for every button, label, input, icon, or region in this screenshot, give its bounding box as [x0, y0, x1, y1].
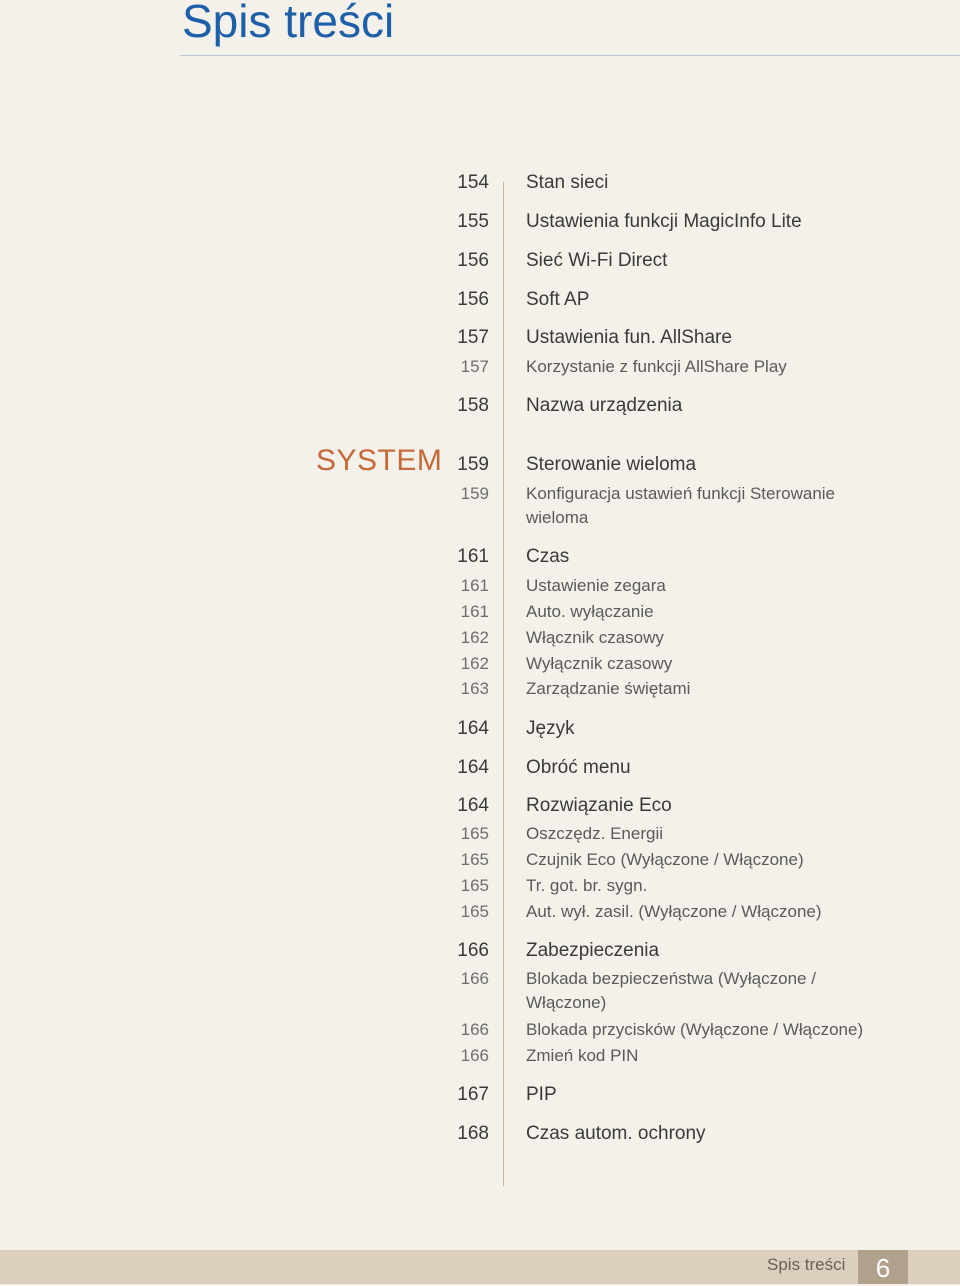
toc-page-number: 166	[460, 1020, 489, 1039]
toc-entry-title: Rozwiązanie Eco	[526, 795, 672, 816]
toc-page-number: 166	[460, 1046, 489, 1065]
toc-entry-title: Zabezpieczenia	[526, 940, 660, 961]
toc-page-number: 159	[457, 454, 489, 475]
page-title: Spis treści	[182, 0, 395, 47]
toc-page-number: 159	[460, 484, 489, 503]
toc-entry-title: Tr. got. br. sygn.	[526, 876, 648, 895]
toc-entry-title: Blokada przycisków (Wyłączone / Włączone)	[526, 1020, 864, 1039]
toc-page-number: 157	[457, 327, 489, 348]
toc-entry-title: Blokada bezpieczeństwa (Wyłączone / Włączone)	[526, 969, 816, 1012]
toc-page-number: 168	[457, 1123, 489, 1144]
toc-page-number: 164	[457, 795, 489, 816]
toc-entry-title: Czas autom. ochrony	[526, 1123, 706, 1144]
toc-page-number: 162	[460, 654, 489, 673]
toc-entry-title: PIP	[526, 1084, 557, 1105]
toc-entry-title: Oszczędz. Energii	[526, 824, 663, 843]
toc-page-number: 164	[457, 718, 489, 739]
toc-entry-title: Ustawienia funkcji MagicInfo Lite	[526, 211, 802, 232]
toc-entry-title: Sieć Wi-Fi Direct	[526, 250, 668, 271]
toc-page-number: 162	[460, 628, 489, 647]
toc-page-number: 154	[457, 172, 489, 193]
toc-page-number: 155	[457, 211, 489, 232]
toc-entry-title: Aut. wył. zasil. (Wyłączone / Włączone)	[526, 902, 822, 921]
toc-page-number: 156	[457, 289, 489, 310]
page-number: 6	[875, 1253, 891, 1283]
toc-page-number: 165	[460, 902, 489, 921]
toc-page-number: 165	[460, 850, 489, 869]
toc-entry-title: Ustawienie zegara	[526, 576, 666, 595]
toc-page-number: 161	[460, 576, 489, 595]
toc-page-number: 166	[460, 969, 489, 988]
toc-page-number: 166	[457, 940, 489, 961]
toc-entry-title: Sterowanie wieloma	[526, 454, 697, 475]
toc-entry-title: Auto. wyłączanie	[526, 602, 654, 621]
toc-entry-title: Nazwa urządzenia	[526, 395, 683, 416]
toc-entry-title: Czas	[526, 546, 570, 567]
toc-entry-title: Zmień kod PIN	[526, 1046, 639, 1065]
toc-entry-title: Czujnik Eco (Wyłączone / Włączone)	[526, 850, 804, 869]
toc-entry-title: Stan sieci	[526, 172, 609, 193]
toc-page-number: 167	[457, 1084, 489, 1105]
toc-page-number: 163	[460, 679, 489, 698]
toc-page-number: 161	[460, 602, 489, 621]
toc-entry-title: Soft AP	[526, 289, 590, 310]
toc-page-number: 164	[457, 757, 489, 778]
toc-entry-title: Zarządzanie świętami	[526, 679, 691, 698]
toc-page-number: 161	[457, 546, 489, 567]
toc-page-number: 165	[460, 824, 489, 843]
toc-entry-title: Wyłącznik czasowy	[526, 654, 673, 673]
toc-page-number: 165	[460, 876, 489, 895]
toc-entry-title: Włącznik czasowy	[526, 628, 664, 647]
footer-section-label: Spis treści	[767, 1255, 846, 1274]
toc-page-number: 156	[457, 250, 489, 271]
toc-entry-title: Obróć menu	[526, 757, 631, 778]
toc-entry-title: Język	[526, 718, 575, 739]
section-label: SYSTEM	[316, 444, 443, 477]
toc-page-number: 157	[460, 357, 489, 376]
toc-entry-title: Ustawienia fun. AllShare	[526, 327, 732, 348]
toc-entry-title: Korzystanie z funkcji AllShare Play	[526, 357, 787, 376]
toc-page-number: 158	[457, 395, 489, 416]
toc-entry-title: Konfiguracja ustawień funkcji Sterowanie wieloma	[526, 484, 836, 527]
